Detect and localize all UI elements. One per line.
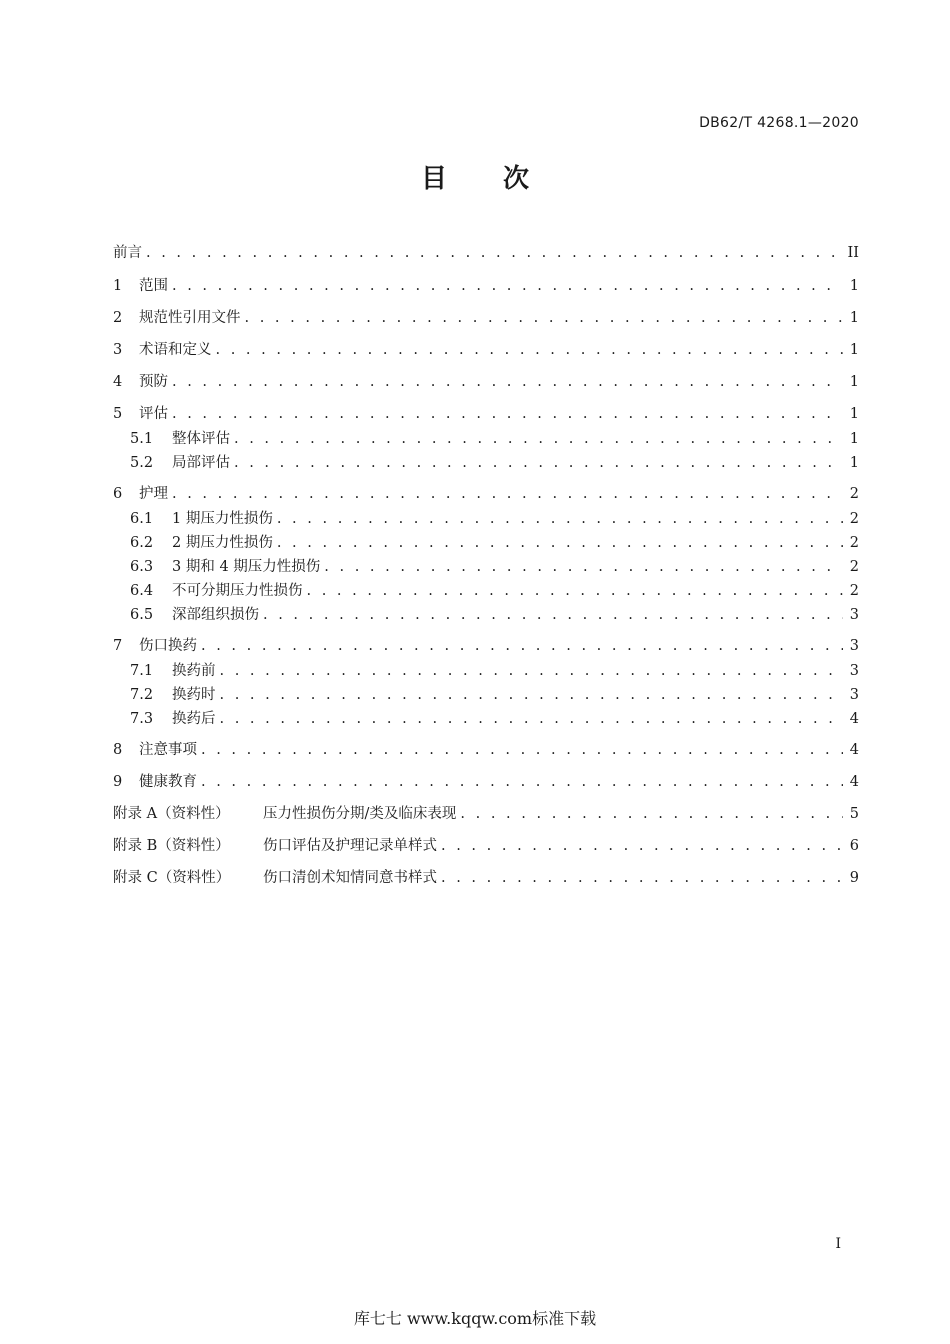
toc-title	[0, 158, 950, 195]
toc-entry-preface[interactable]	[113, 243, 859, 263]
toc-entry-1[interactable]	[113, 276, 859, 296]
toc-leader-dots	[220, 709, 844, 729]
toc-leader-dots	[146, 243, 842, 263]
toc-entry-label: 伤口评估及护理记录单样式	[263, 838, 437, 854]
toc-entry-number: 6.4	[130, 583, 154, 599]
toc-entry-label: 2 期压力性损伤	[172, 535, 273, 551]
toc-entry-page: 5	[849, 806, 859, 822]
toc-entry-label: 术语和定义	[139, 342, 212, 358]
toc-leader-dots	[172, 276, 843, 296]
toc-entry-number: 9	[113, 774, 123, 790]
toc-entry-label: 压力性损伤分期/类及临床表现	[263, 806, 457, 822]
toc-entry-7-3[interactable]	[130, 709, 859, 729]
toc-entry-page: 9	[849, 870, 859, 886]
toc-leader-dots	[172, 404, 843, 424]
toc-leader-dots	[277, 509, 843, 529]
toc-entry-label: 3 期和 4 期压力性损伤	[172, 559, 321, 575]
toc-entry-page: 1	[849, 342, 859, 358]
toc-entry-page: 3	[849, 663, 859, 679]
toc-entry-label: 评估	[139, 406, 168, 422]
toc-entry-page: 1	[849, 310, 859, 326]
toc-entry-7[interactable]	[113, 636, 859, 656]
toc-leader-dots	[307, 581, 844, 601]
toc-entry-page: 2	[849, 535, 859, 551]
toc-entry-page: 4	[849, 774, 859, 790]
toc-leader-dots	[234, 429, 843, 449]
toc-entry-7-1[interactable]	[130, 661, 859, 681]
toc-leader-dots	[245, 308, 844, 328]
toc-entry-number: 7.1	[130, 663, 154, 679]
toc-leader-dots	[201, 740, 843, 760]
toc-entry-appendix-b[interactable]	[113, 836, 859, 856]
footer-watermark: 库七七 www.kqqw.com标准下载	[353, 1309, 597, 1328]
toc-entry-number: 6.2	[130, 535, 154, 551]
toc-entry-page: 3	[849, 607, 859, 623]
toc-entry-label: 注意事项	[139, 742, 197, 758]
toc-leader-dots	[201, 636, 843, 656]
toc-entry-number: 2	[113, 310, 123, 326]
toc-entry-page: 3	[849, 687, 859, 703]
toc-entry-page: 3	[849, 638, 859, 654]
toc-entry-6[interactable]	[113, 484, 859, 504]
toc-entry-7-2[interactable]	[130, 685, 859, 705]
toc-leader-dots	[460, 804, 843, 824]
toc-entry-label: 前言	[113, 245, 142, 261]
toc-entry-number: 6.1	[130, 511, 154, 527]
toc-entry-6-1[interactable]	[130, 509, 859, 529]
toc-entry-label: 伤口清创术知情同意书样式	[263, 870, 437, 886]
toc-entry-5-2[interactable]	[130, 453, 859, 473]
toc-leader-dots	[220, 685, 844, 705]
toc-entry-label: 健康教育	[139, 774, 197, 790]
toc-entry-page: 2	[849, 511, 859, 527]
toc-entry-label: 换药时	[172, 687, 216, 703]
toc-entry-page: 1	[849, 374, 859, 390]
toc-entry-number: 7.3	[130, 711, 154, 727]
toc-entry-3[interactable]	[113, 340, 859, 360]
toc-leader-dots	[441, 868, 843, 888]
toc-entry-number: 8	[113, 742, 123, 758]
toc-leader-dots	[324, 557, 843, 577]
toc-entry-page: 1	[849, 278, 859, 294]
toc-entry-number: 1	[113, 278, 123, 294]
toc-entry-page: 2	[849, 559, 859, 575]
toc-leader-dots	[220, 661, 844, 681]
toc-leader-dots	[277, 533, 843, 553]
toc-entry-number: 5	[113, 406, 123, 422]
toc-appendix-prefix: 附录 B（资料性）	[113, 838, 230, 854]
page-number: I	[835, 1236, 841, 1252]
toc-entry-label: 1 期压力性损伤	[172, 511, 273, 527]
toc-entry-number: 4	[113, 374, 123, 390]
toc-entry-page: 4	[849, 711, 859, 727]
toc-entry-label: 伤口换药	[139, 638, 197, 654]
toc-entry-page: 1	[849, 455, 859, 471]
toc-leader-dots	[441, 836, 843, 856]
toc-entry-number: 3	[113, 342, 123, 358]
toc-entry-9[interactable]	[113, 772, 859, 792]
toc-entry-appendix-c[interactable]	[113, 868, 859, 888]
toc-entry-4[interactable]	[113, 372, 859, 392]
toc-entry-label: 深部组织损伤	[172, 607, 259, 623]
toc-leader-dots	[172, 372, 843, 392]
toc-entry-label: 换药前	[172, 663, 216, 679]
toc-entry-5[interactable]	[113, 404, 859, 424]
toc-entry-label: 预防	[139, 374, 168, 390]
toc-entry-5-1[interactable]	[130, 429, 859, 449]
toc-entry-number: 5.2	[130, 455, 154, 471]
toc-entry-label: 整体评估	[172, 431, 230, 447]
toc-entry-page: 2	[849, 583, 859, 599]
toc-entry-6-3[interactable]	[130, 557, 859, 577]
toc-leader-dots	[201, 772, 843, 792]
toc-entry-label: 局部评估	[172, 455, 230, 471]
toc-entry-6-2[interactable]	[130, 533, 859, 553]
toc-entry-number: 6.5	[130, 607, 154, 623]
document-code: DB62/T 4268.1—2020	[699, 115, 859, 131]
toc-entry-page: 6	[849, 838, 859, 854]
toc-appendix-prefix: 附录 A（资料性）	[113, 806, 230, 822]
toc-entry-label: 护理	[139, 486, 168, 502]
toc-appendix-prefix: 附录 C（资料性）	[113, 870, 231, 886]
toc-entry-2[interactable]	[113, 308, 859, 328]
toc-leader-dots	[216, 340, 844, 360]
toc-leader-dots	[234, 453, 843, 473]
toc-entry-label: 范围	[139, 278, 168, 294]
toc-entry-label: 换药后	[172, 711, 216, 727]
toc-entry-8[interactable]	[113, 740, 859, 760]
toc-entry-number: 6.3	[130, 559, 154, 575]
toc-leader-dots	[263, 605, 843, 625]
toc-title-char-1: 目	[420, 164, 447, 194]
toc-entry-page: 4	[849, 742, 859, 758]
toc-entry-6-4[interactable]	[130, 581, 859, 601]
toc-entry-label: 不可分期压力性损伤	[172, 583, 303, 599]
toc-entry-number: 6	[113, 486, 123, 502]
toc-entry-page: 1	[849, 431, 859, 447]
toc-entry-appendix-a[interactable]	[113, 804, 859, 824]
toc-entry-page: II	[847, 245, 859, 261]
toc-entry-number: 7.2	[130, 687, 154, 703]
toc-leader-dots	[172, 484, 843, 504]
toc-entry-page: 1	[849, 406, 859, 422]
toc-entry-6-5[interactable]	[130, 605, 859, 625]
toc-entry-number: 5.1	[130, 431, 154, 447]
toc-entry-label: 规范性引用文件	[139, 310, 241, 326]
toc-title-char-2: 次	[503, 164, 530, 194]
toc-entry-page: 2	[849, 486, 859, 502]
toc-entry-number: 7	[113, 638, 123, 654]
